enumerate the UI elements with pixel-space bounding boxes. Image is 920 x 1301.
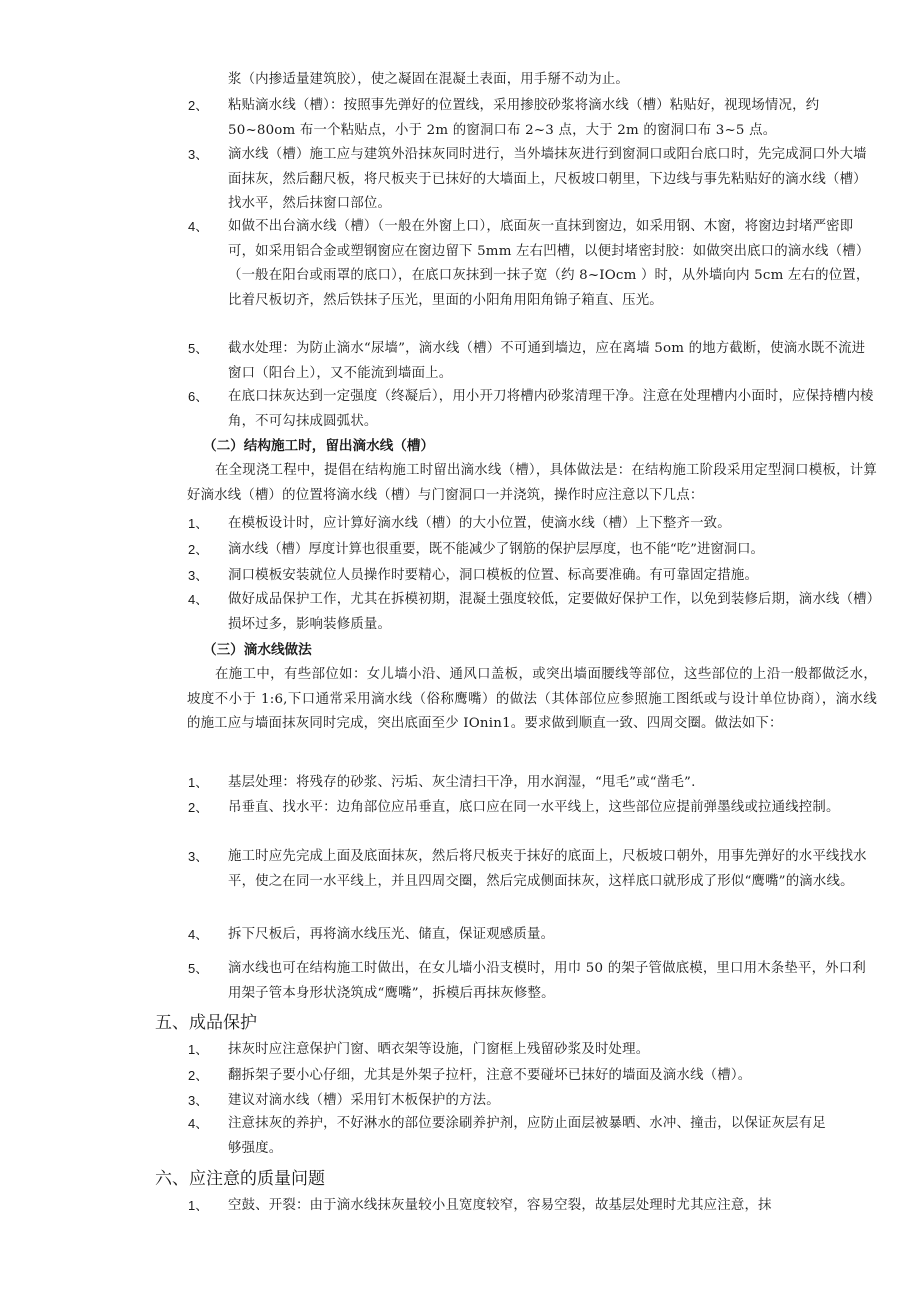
item-number: 4、 (188, 1116, 209, 1131)
continuation-text: 浆（内掺适量建筑胶），使之凝固在混凝土表面，用手掰不动为止。 (228, 72, 630, 87)
item-number: 2、 (188, 98, 209, 113)
section-heading: 六、应注意的质量问题 (155, 1169, 325, 1189)
item-text: 吊垂直、找水平：边角部位应吊垂直，底口应在同一水平线上，这些部位应提前弹墨线或拉通线控制。 (228, 800, 840, 815)
item-text: 做好成品保护工作，尤其在拆模初期，混凝土强度较低，定要做好保护工作，以免到装修后期，滴水线（槽）损坏过多，影响装修质量。 (228, 592, 874, 632)
item-text: 洞口模板安装就位人员操作时要精心，洞口模板的位置、标高要准确。有可靠固定措施。 (228, 568, 759, 583)
item-number: 5、 (188, 341, 209, 356)
item-text: 如做不出台滴水线（槽）（一般在外窗上口），底面灰一直抹到窗边，如采用钢、木窗，将窗边封堵严密即可，如采用铝合金或塑钢窗应在窗边留下 5mm 左右凹槽，以便封堵密封胶：如做突出底口的滴水线（槽）（一般在阳台或雨罩的底口），在底口灰抹到一抹子宽（约 8~IOcm ）时，从外墙向内 5cm 左右的位置，比着尺板切齐，然后铁抹子压光，里面的小阳角用阳角锦子箱直、压光。 (228, 219, 870, 308)
item-text: 截水处理：为防止滴水“尿墙”，滴水线（槽）不可通到墙边，应在离墙 5om 的地方截断，使滴水既不流进窗口（阳台上），又不能流到墙面上。 (228, 341, 866, 381)
item-number: 1、 (188, 775, 209, 790)
item-text: 粘贴滴水线（槽）：按照事先弹好的位置线，采用掺胶砂浆将滴水线（槽）粘贴好，视现场情况，约 50~80om 布一个粘贴点，小于 2m 的窗洞口布 2~3 点，大于 2m 的窗洞口布 3~5 点。 (228, 98, 820, 138)
item-text: 施工时应先完成上面及底面抹灰，然后将尺板夹于抹好的底面上，尺板坡口朝外，用事先弹好的水平线找水平，使之在同一水平线上，并且四周交圈，然后完成侧面抹灰，这样底口就形成了形似“鹰嘴”的滴水线。 (228, 849, 867, 889)
item-number: 2、 (188, 542, 209, 557)
item-text: 抹灰时应注意保护门窗、晒衣架等设施，门窗框上残留砂浆及时处理。 (228, 1042, 650, 1057)
item-number: 6、 (188, 389, 209, 404)
item-number: 2、 (188, 1068, 209, 1083)
item-text: 滴水线（槽）厚度计算也很重要，既不能减少了钢筋的保护层厚度，也不能“吃”进窗洞口。 (228, 542, 764, 557)
item-number: 1、 (188, 1198, 209, 1213)
item-text: 在模板设计时，应计算好滴水线（槽）的大小位置，使滴水线（槽）上下整齐一致。 (228, 516, 731, 531)
item-text: 空鼓、开裂：由于滴水线抹灰量较小且宽度较窄，容易空裂，故基层处理时尤其应注意，抹 (228, 1198, 772, 1213)
item-text: 滴水线（槽）施工应与建筑外沿抹灰同时进行，当外墙抹灰进行到窗洞口或阳台底口时，先完成洞口外大墙面抹灰，然后翻尺板，将尺板夹于已抹好的大墙面上，尺板坡口朝里，下边线与事先粘贴好的滴水线（槽）找水平，然后抹窗口部位。 (228, 147, 867, 211)
section-heading: 五、成品保护 (155, 1013, 257, 1033)
item-text: 拆下尺板后，再将滴水线压光、储直，保证观感质量。 (228, 927, 555, 942)
item-text: 翻拆架子要小心仔细，尤其是外架子拉杆，注意不要碰坏已抹好的墙面及滴水线（槽）。 (228, 1068, 752, 1083)
item-number: 5、 (188, 961, 209, 976)
paragraph: 在施工中，有些部位如：女儿墙小沿、通风口盖板，或突出墙面腰线等部位，这些部位的上沿一般都做泛水，坡度不小于 1:6,下口通常采用滴水线（俗称鹰嘴）的做法（其体部位应参照施工图纸或与设计单位协商），滴水线的施工应与墙面抹灰同时完成，突出底面至少 IOnin1。要求做到顺直一致、四周交圈。做法如下： (187, 667, 877, 731)
item-number: 3、 (188, 568, 209, 583)
item-number: 1、 (188, 516, 209, 531)
item-text: 基层处理：将残存的砂浆、污垢、灰尘清扫干净，用水润湿，“甩毛”或“凿毛”. (228, 775, 696, 790)
item-text: 注意抹灰的养护，不好淋水的部位要涂刷养护剂，应防止面层被暴晒、水冲、撞击，以保证灰层有足够强度。 (228, 1116, 826, 1156)
item-number: 3、 (188, 849, 209, 864)
item-text: 滴水线也可在结构施工时做出，在女儿墙小沿支模时，用巾 50 的架子管做底模，里口用木条垫平，外口利用架子管本身形状浇筑成“鹰嘴”，拆模后再抹灰修整。 (228, 961, 866, 1001)
item-number: 2、 (188, 800, 209, 815)
subsection-heading: （二）结构施工时，留出滴水线（槽） (203, 438, 435, 454)
item-number: 1、 (188, 1042, 209, 1057)
item-number: 4、 (188, 592, 209, 607)
paragraph: 在全现浇工程中，提倡在结构施工时留出滴水线（槽），具体做法是：在结构施工阶段采用定型洞口模板，计算好滴水线（槽）的位置将滴水线（槽）与门窗洞口一并浇筑，操作时应注意以下几点： (187, 463, 877, 503)
item-number: 3、 (188, 1093, 209, 1108)
subsection-heading: （三）滴水线做法 (203, 642, 312, 658)
item-number: 4、 (188, 219, 209, 234)
item-number: 4、 (188, 927, 209, 942)
item-text: 在底口抹灰达到一定强度（终凝后），用小开刀将槽内砂浆清理干净。注意在处理槽内小面时，应保持槽内棱角，不可勾抹成圆弧状。 (228, 389, 874, 429)
item-text: 建议对滴水线（槽）采用钉木板保护的方法。 (228, 1093, 500, 1108)
item-number: 3、 (188, 147, 209, 162)
